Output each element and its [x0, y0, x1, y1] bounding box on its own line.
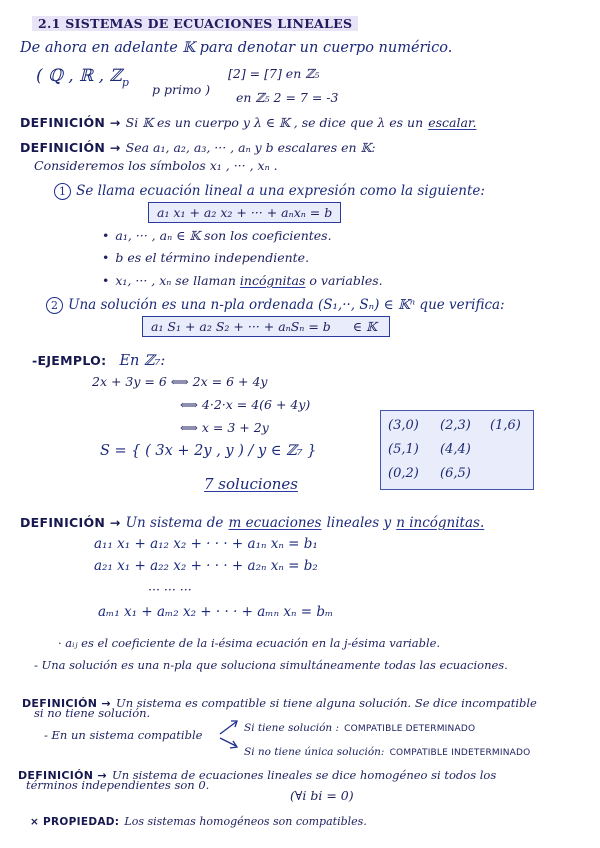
solution-note: - Una solución es una n-pla que soluciona simultáneamente todas las ecuaciones.	[34, 658, 508, 672]
bullet-independent: • b es el término independiente.	[102, 250, 310, 265]
system-row-m: aₘ₁ x₁ + aₘ₂ x₂ + · · · + aₘₙ xₙ = bₘ	[98, 604, 334, 620]
term-n-incognitas: n incógnitas.	[396, 515, 485, 531]
term-escalar: escalar.	[428, 115, 477, 130]
coefficient-note: · aᵢⱼ es el coeficiente de la i-ésima ecuación en la j-ésima variable.	[58, 636, 441, 650]
mod-example-2: en ℤ₅ 2 = 7 = -3	[236, 90, 339, 105]
solution-pair: (0,2)	[388, 466, 419, 481]
definition-keyword: DEFINICIÓN →	[20, 515, 121, 530]
definition-2-text: Sea a₁, a₂, a₃, ··· , aₙ y b escalares en 𝕂:	[125, 140, 376, 155]
bullet-text: b es el término independiente.	[115, 250, 310, 265]
definition-4-text-2: si no tiene solución.	[34, 706, 151, 720]
page-title: 2.1 SISTEMAS DE ECUACIONES LINEALES	[32, 16, 358, 31]
definition-3-text-a: Un sistema de	[125, 515, 224, 531]
bullet-end: o variables.	[309, 273, 383, 288]
definition-keyword: DEFINICIÓN →	[22, 697, 111, 710]
example-line-3: ⟺ x = 3 + 2y	[180, 420, 269, 435]
solution-pair: (6,5)	[440, 466, 471, 481]
term-incognitas: incógnitas	[239, 273, 306, 288]
intro-line: De ahora en adelante 𝕂 para denotar un cuerpo numérico.	[20, 40, 453, 56]
definition-5-text: Un sistema de ecuaciones lineales se dice homogéneo si todos los	[112, 768, 497, 782]
property-text: Los sistemas homogéneos son compatibles.	[124, 815, 367, 828]
example-keyword: -EJEMPLO:	[32, 353, 107, 368]
homogeneous-condition: (∀i bi = 0)	[290, 788, 354, 803]
definition-keyword: DEFINICIÓN →	[20, 115, 121, 130]
branch-2-text: Si no tiene única solución:	[244, 746, 385, 758]
item-2-text: Una solución es una n-pla ordenada (S₁,··, Sₙ) ∈ 𝕂ⁿ que verifica:	[68, 297, 505, 313]
definition-3-text-b: lineales y	[326, 515, 392, 531]
definition-1-text: Si 𝕂 es un cuerpo y λ ∈ 𝕂 , se dice que λ es un	[125, 115, 424, 130]
branch-1-text: Si tiene solución :	[244, 722, 340, 734]
branch-1-tag: COMPATIBLE DETERMINADO	[344, 724, 476, 734]
solution-pair: (1,6)	[490, 418, 521, 433]
definition-4-text: Un sistema es compatible si tiene alguna solución. Se dice incompatible	[116, 696, 537, 710]
example-label: En ℤ₇:	[119, 353, 166, 369]
fields-text: ( ℚ , ℝ , ℤ	[36, 66, 122, 86]
fields-sub: p	[121, 76, 129, 89]
linear-equation-box: a₁ x₁ + a₂ x₂ + ··· + aₙxₙ = b	[148, 202, 341, 223]
prime-note: p primo )	[152, 82, 211, 97]
item-1-text: Se llama ecuación lineal a una expresión como la siguiente:	[76, 183, 485, 199]
compatible-label: - En un sistema compatible	[44, 728, 203, 742]
solution-pair: (4,4)	[440, 442, 471, 457]
solution-equation: a₁ S₁ + a₂ S₂ + ··· + aₙSₙ = b	[151, 319, 331, 334]
solution-set: S = { ( 3x + 2y , y ) / y ∈ ℤ₇ }	[100, 443, 317, 459]
solution-pair: (5,1)	[388, 442, 419, 457]
bullet-text: a₁, ··· , aₙ ∈ 𝕂 son los coeficientes.	[115, 228, 332, 243]
system-row-2: a₂₁ x₁ + a₂₂ x₂ + · · · + a₂ₙ xₙ = b₂	[94, 558, 318, 574]
term-m-ecuaciones: m ecuaciones	[228, 515, 322, 531]
bullet-coefficients: • a₁, ··· , aₙ ∈ 𝕂 son los coeficientes.	[102, 228, 332, 243]
solutions-count: 7 soluciones	[204, 475, 298, 493]
system-row-1: a₁₁ x₁ + a₁₂ x₂ + · · · + a₁ₙ xₙ = b₁	[94, 536, 318, 552]
system-row-dots: ··· ··· ···	[148, 582, 192, 597]
property-keyword: × PROPIEDAD:	[30, 816, 120, 828]
branch-determinado	[244, 716, 475, 735]
branch-indeterminado	[244, 740, 530, 759]
item-1-number: 1	[54, 183, 71, 200]
solution-pair: (2,3)	[440, 418, 471, 433]
definition-keyword: DEFINICIÓN →	[18, 769, 107, 782]
symbols-line: Consideremos los símbolos x₁ , ··· , xₙ .	[34, 158, 278, 173]
branch-2-tag: COMPATIBLE INDETERMINADO	[389, 748, 531, 758]
item-2-number: 2	[46, 297, 63, 314]
example-line-1: 2x + 3y = 6 ⟺ 2x = 6 + 4y	[92, 374, 268, 389]
solution-in-k: ∈ 𝕂	[352, 319, 377, 334]
definition-5-text-2: términos independientes son 0.	[26, 778, 210, 792]
bullet-text: x₁, ··· , xₙ se llaman	[115, 273, 236, 288]
definition-keyword: DEFINICIÓN →	[20, 140, 121, 155]
bullet-unknowns: • x₁, ··· , xₙ se llaman incógnitas o variables.	[102, 273, 383, 288]
property	[30, 810, 367, 829]
example-line-2: ⟺ 4·2·x = 4(6 + 4y)	[180, 397, 311, 412]
solution-pair: (3,0)	[388, 418, 419, 433]
mod-example-1: [2] = [7] en ℤ₅	[228, 66, 320, 81]
